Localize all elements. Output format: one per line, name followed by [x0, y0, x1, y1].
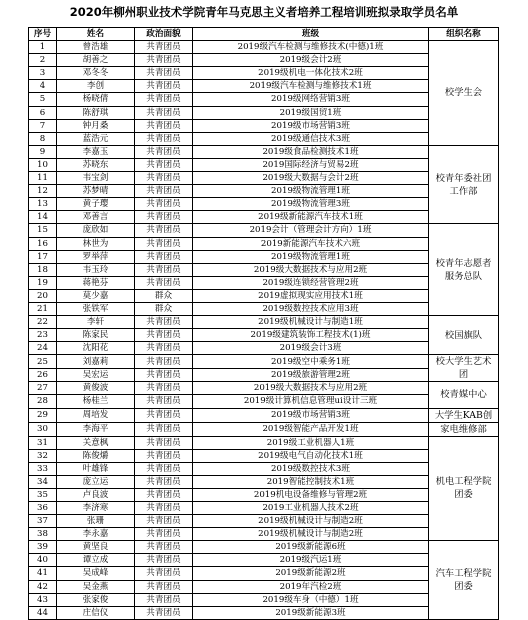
cell-class: 2019级旅游管理2班 [193, 368, 429, 382]
cell-name: 刘嘉莉 [57, 355, 135, 369]
cell-political-status: 共青团员 [135, 224, 193, 237]
cell-class: 2019级物流管理1班 [193, 185, 429, 198]
table-row [29, 224, 499, 237]
table-row [29, 80, 499, 93]
cell-class: 2019级汽车检测与维修技术1班 [193, 80, 429, 93]
cell-index: 32 [29, 449, 57, 462]
table-row [29, 211, 499, 224]
cell-class: 2019级物流管理1班 [193, 250, 429, 263]
cell-name: 沈阳花 [57, 342, 135, 355]
cell-index: 21 [29, 302, 57, 315]
cell-name: 李创 [57, 80, 135, 93]
cell-name: 邓善言 [57, 211, 135, 224]
cell-political-status: 共青团员 [135, 436, 193, 449]
table-row [29, 342, 499, 355]
cell-index: 25 [29, 355, 57, 369]
cell-political-status: 共青团员 [135, 93, 193, 106]
cell-class: 2019级网络营销3班 [193, 93, 429, 106]
cell-political-status: 共青团员 [135, 263, 193, 276]
cell-political-status: 共青团员 [135, 502, 193, 515]
cell-class: 2019级工业机器人1班 [193, 436, 429, 449]
table-row [29, 276, 499, 289]
cell-class: 2019级空中乘务1班 [193, 355, 429, 369]
organization-label: 大学生KAB创 [434, 409, 493, 421]
organization-label: 家电维修部 [440, 423, 487, 435]
cell-political-status: 共青团员 [135, 580, 193, 593]
cell-class: 2019级数控技术应用3班 [193, 302, 429, 315]
cell-index: 3 [29, 67, 57, 80]
cell-class: 2019级新能源6班 [193, 541, 429, 554]
cell-organization [429, 316, 499, 355]
table-row [29, 329, 499, 342]
table-row [29, 355, 499, 369]
cell-index: 12 [29, 185, 57, 198]
header-name: 姓名 [57, 28, 135, 41]
cell-name: 吴成峰 [57, 567, 135, 580]
cell-index: 19 [29, 276, 57, 289]
cell-name: 李永嘉 [57, 528, 135, 541]
cell-political-status: 共青团员 [135, 185, 193, 198]
cell-name: 韦玉玲 [57, 263, 135, 276]
cell-class: 2019级市场营销3班 [193, 119, 429, 132]
cell-political-status: 共青团员 [135, 316, 193, 329]
cell-organization [429, 355, 499, 382]
cell-index: 4 [29, 80, 57, 93]
cell-index: 1 [29, 41, 57, 54]
cell-political-status: 共青团员 [135, 198, 193, 211]
table-row [29, 302, 499, 315]
cell-political-status: 共青团员 [135, 606, 193, 619]
cell-class: 2019新能源汽车技术六班 [193, 237, 429, 250]
cell-class: 2019年汽检2班 [193, 580, 429, 593]
cell-name: 邓冬冬 [57, 67, 135, 80]
cell-political-status: 共青团员 [135, 54, 193, 67]
cell-political-status: 共青团员 [135, 593, 193, 606]
enrollment-table [28, 27, 499, 620]
cell-class: 2019级食品检测技术1班 [193, 145, 429, 158]
table-row [29, 422, 499, 436]
table-row [29, 316, 499, 329]
cell-class: 2019会计（管理会计方向）1班 [193, 224, 429, 237]
cell-index: 33 [29, 462, 57, 475]
cell-class: 2019级新能源汽车技术1班 [193, 211, 429, 224]
cell-name: 庞立运 [57, 475, 135, 488]
table-row [29, 449, 499, 462]
cell-name: 罗举萍 [57, 250, 135, 263]
cell-class: 2019级汽车检测与维修技术(中德)1班 [193, 41, 429, 54]
cell-political-status: 共青团员 [135, 368, 193, 382]
organization-label: 校青年志愿者服务总队 [435, 257, 492, 282]
cell-class: 2019级车身（中德）1班 [193, 593, 429, 606]
cell-index: 6 [29, 106, 57, 119]
cell-political-status: 共青团员 [135, 528, 193, 541]
cell-political-status: 共青团员 [135, 395, 193, 408]
cell-organization [429, 145, 499, 224]
cell-name: 韦宝剑 [57, 172, 135, 185]
table-row [29, 606, 499, 619]
cell-political-status: 共青团员 [135, 158, 193, 171]
cell-index: 16 [29, 237, 57, 250]
cell-class: 2019级汽运1班 [193, 554, 429, 567]
table-row [29, 502, 499, 515]
organization-label: 校青媒中心 [440, 389, 487, 401]
cell-index: 43 [29, 593, 57, 606]
cell-index: 13 [29, 198, 57, 211]
cell-organization [429, 541, 499, 620]
cell-index: 9 [29, 145, 57, 158]
cell-political-status: 共青团员 [135, 342, 193, 355]
table-row [29, 132, 499, 145]
cell-name: 叶雄锋 [57, 462, 135, 475]
cell-political-status: 共青团员 [135, 145, 193, 158]
cell-index: 41 [29, 567, 57, 580]
cell-index: 28 [29, 395, 57, 408]
cell-index: 36 [29, 502, 57, 515]
cell-index: 22 [29, 316, 57, 329]
cell-class: 2019级机械设计与制造1班 [193, 316, 429, 329]
cell-index: 35 [29, 488, 57, 501]
cell-organization [429, 41, 499, 146]
cell-name: 钟月桑 [57, 119, 135, 132]
cell-name: 谭立成 [57, 554, 135, 567]
cell-political-status: 共青团员 [135, 408, 193, 422]
cell-political-status: 群众 [135, 289, 193, 302]
cell-name: 杨晓倩 [57, 93, 135, 106]
table-row [29, 395, 499, 408]
cell-name: 张家俊 [57, 593, 135, 606]
table-row [29, 580, 499, 593]
cell-class: 2019机电设备维修与管理2班 [193, 488, 429, 501]
cell-political-status: 共青团员 [135, 329, 193, 342]
cell-index: 38 [29, 528, 57, 541]
cell-political-status: 共青团员 [135, 172, 193, 185]
cell-political-status: 共青团员 [135, 132, 193, 145]
cell-political-status: 共青团员 [135, 541, 193, 554]
table-row [29, 567, 499, 580]
cell-name: 苏晓东 [57, 158, 135, 171]
table-row [29, 368, 499, 382]
cell-index: 31 [29, 436, 57, 449]
cell-name: 蒋艳芬 [57, 276, 135, 289]
cell-name: 黄坚良 [57, 541, 135, 554]
cell-index: 40 [29, 554, 57, 567]
cell-political-status: 共青团员 [135, 355, 193, 369]
cell-index: 30 [29, 422, 57, 436]
cell-political-status: 共青团员 [135, 67, 193, 80]
cell-class: 2019级机械设计与制造2班 [193, 528, 429, 541]
table-row [29, 408, 499, 422]
table-row [29, 106, 499, 119]
cell-political-status: 共青团员 [135, 567, 193, 580]
cell-name: 陈俊爝 [57, 449, 135, 462]
cell-class: 2019级机电一体化技术2班 [193, 67, 429, 80]
cell-class: 2019级计算机信息管理ui设计三班 [193, 395, 429, 408]
cell-name: 吴金燕 [57, 580, 135, 593]
cell-class: 2019级市场营销3班 [193, 408, 429, 422]
table-row [29, 237, 499, 250]
cell-name: 李嘉玉 [57, 145, 135, 158]
cell-index: 42 [29, 580, 57, 593]
table-row [29, 250, 499, 263]
page-title: 2020年柳州职业技术学院青年马克思主义者培养工程培训班拟录取学员名单 [69, 5, 459, 19]
cell-class: 2019虚拟现实应用技术1班 [193, 289, 429, 302]
cell-index: 23 [29, 329, 57, 342]
organization-label: 校大学生艺术团 [435, 356, 492, 381]
cell-class: 2019级数控技术3班 [193, 462, 429, 475]
cell-name: 杨桂兰 [57, 395, 135, 408]
cell-class: 2019级智能产品开发1班 [193, 422, 429, 436]
cell-index: 29 [29, 408, 57, 422]
cell-index: 37 [29, 515, 57, 528]
table-row [29, 93, 499, 106]
cell-name: 周培发 [57, 408, 135, 422]
table-row [29, 119, 499, 132]
cell-organization [429, 382, 499, 408]
cell-name: 张铁军 [57, 302, 135, 315]
table-row [29, 263, 499, 276]
table-row [29, 488, 499, 501]
cell-name: 陈舒琪 [57, 106, 135, 119]
organization-label: 校青年委社团工作部 [435, 172, 492, 197]
cell-index: 8 [29, 132, 57, 145]
cell-index: 17 [29, 250, 57, 263]
cell-index: 24 [29, 342, 57, 355]
cell-class: 2019级大数据技术与应用2班 [193, 263, 429, 276]
table-row [29, 158, 499, 171]
cell-class: 2019级新能源3班 [193, 606, 429, 619]
cell-index: 10 [29, 158, 57, 171]
table-row [29, 462, 499, 475]
cell-class: 2019级会计3班 [193, 342, 429, 355]
cell-name: 关意枫 [57, 436, 135, 449]
cell-name: 李轩 [57, 316, 135, 329]
cell-political-status: 共青团员 [135, 80, 193, 93]
cell-name: 卢良波 [57, 488, 135, 501]
cell-name: 李海平 [57, 422, 135, 436]
table-row [29, 593, 499, 606]
cell-name: 曾浩雄 [57, 41, 135, 54]
cell-index: 27 [29, 382, 57, 395]
cell-name: 吴宏运 [57, 368, 135, 382]
table-header-row [29, 28, 499, 41]
cell-class: 2019级通信技术3班 [193, 132, 429, 145]
cell-organization [429, 224, 499, 316]
cell-class: 2019级新能源2班 [193, 567, 429, 580]
header-index: 序号 [29, 28, 57, 41]
cell-name: 苏梦晴 [57, 185, 135, 198]
cell-name: 庞欣如 [57, 224, 135, 237]
organization-label: 校国旗队 [444, 329, 483, 341]
cell-political-status: 共青团员 [135, 106, 193, 119]
cell-class: 2019国际经济与贸易2班 [193, 158, 429, 171]
table-row [29, 41, 499, 54]
cell-index: 39 [29, 541, 57, 554]
table-row [29, 382, 499, 395]
cell-political-status: 群众 [135, 302, 193, 315]
table-row [29, 172, 499, 185]
cell-class: 2019级建筑装饰工程技术(1)班 [193, 329, 429, 342]
cell-index: 44 [29, 606, 57, 619]
header-class: 班级 [193, 28, 429, 41]
table-row [29, 145, 499, 158]
cell-class: 2019工业机器人技术2班 [193, 502, 429, 515]
cell-class: 2019级会计2班 [193, 54, 429, 67]
cell-name: 黄俊波 [57, 382, 135, 395]
cell-name: 李济寒 [57, 502, 135, 515]
cell-class: 2019级物流管理3班 [193, 198, 429, 211]
cell-organization [429, 408, 499, 422]
table-row [29, 515, 499, 528]
cell-political-status: 共青团员 [135, 422, 193, 436]
cell-index: 20 [29, 289, 57, 302]
cell-name: 莫少嘉 [57, 289, 135, 302]
cell-class: 2019级大数据与会计2班 [193, 172, 429, 185]
cell-name: 黄子璎 [57, 198, 135, 211]
cell-index: 18 [29, 263, 57, 276]
cell-index: 2 [29, 54, 57, 67]
cell-political-status: 共青团员 [135, 41, 193, 54]
organization-label: 校学生会 [444, 87, 483, 99]
cell-name: 陈家民 [57, 329, 135, 342]
table-row [29, 198, 499, 211]
table-row [29, 541, 499, 554]
cell-political-status: 共青团员 [135, 211, 193, 224]
cell-class: 2019级机械设计与制造2班 [193, 515, 429, 528]
cell-political-status: 共青团员 [135, 237, 193, 250]
cell-political-status: 共青团员 [135, 382, 193, 395]
cell-index: 14 [29, 211, 57, 224]
cell-political-status: 共青团员 [135, 515, 193, 528]
cell-political-status: 共青团员 [135, 462, 193, 475]
cell-class: 2019级国贸1班 [193, 106, 429, 119]
header-political-status: 政治面貌 [135, 28, 193, 41]
cell-name: 蓝浩元 [57, 132, 135, 145]
cell-name: 胡善之 [57, 54, 135, 67]
table-row [29, 185, 499, 198]
header-organization: 组织名称 [429, 28, 499, 41]
cell-political-status: 共青团员 [135, 488, 193, 501]
cell-organization [429, 436, 499, 541]
table-row [29, 475, 499, 488]
table-row [29, 528, 499, 541]
table-body [29, 41, 499, 620]
cell-index: 34 [29, 475, 57, 488]
table-row [29, 554, 499, 567]
cell-name: 张珊 [57, 515, 135, 528]
cell-political-status: 共青团员 [135, 554, 193, 567]
cell-index: 5 [29, 93, 57, 106]
cell-class: 2019级大数据技术与应用2班 [193, 382, 429, 395]
cell-political-status: 共青团员 [135, 475, 193, 488]
cell-index: 26 [29, 368, 57, 382]
cell-index: 15 [29, 224, 57, 237]
cell-political-status: 共青团员 [135, 276, 193, 289]
cell-class: 2019智能控制技术1班 [193, 475, 429, 488]
cell-political-status: 共青团员 [135, 250, 193, 263]
table-row [29, 289, 499, 302]
table-row [29, 436, 499, 449]
cell-organization [429, 422, 499, 436]
cell-political-status: 共青团员 [135, 119, 193, 132]
table-row [29, 54, 499, 67]
cell-index: 11 [29, 172, 57, 185]
cell-name: 庄信仪 [57, 606, 135, 619]
organization-label: 汽车工程学院团委 [435, 568, 492, 593]
table-row [29, 67, 499, 80]
cell-political-status: 共青团员 [135, 449, 193, 462]
cell-name: 林世为 [57, 237, 135, 250]
organization-label: 机电工程学院团委 [435, 476, 492, 501]
cell-index: 7 [29, 119, 57, 132]
cell-class: 2019级连锁经营管理2班 [193, 276, 429, 289]
cell-class: 2019级电气自动化技术1班 [193, 449, 429, 462]
